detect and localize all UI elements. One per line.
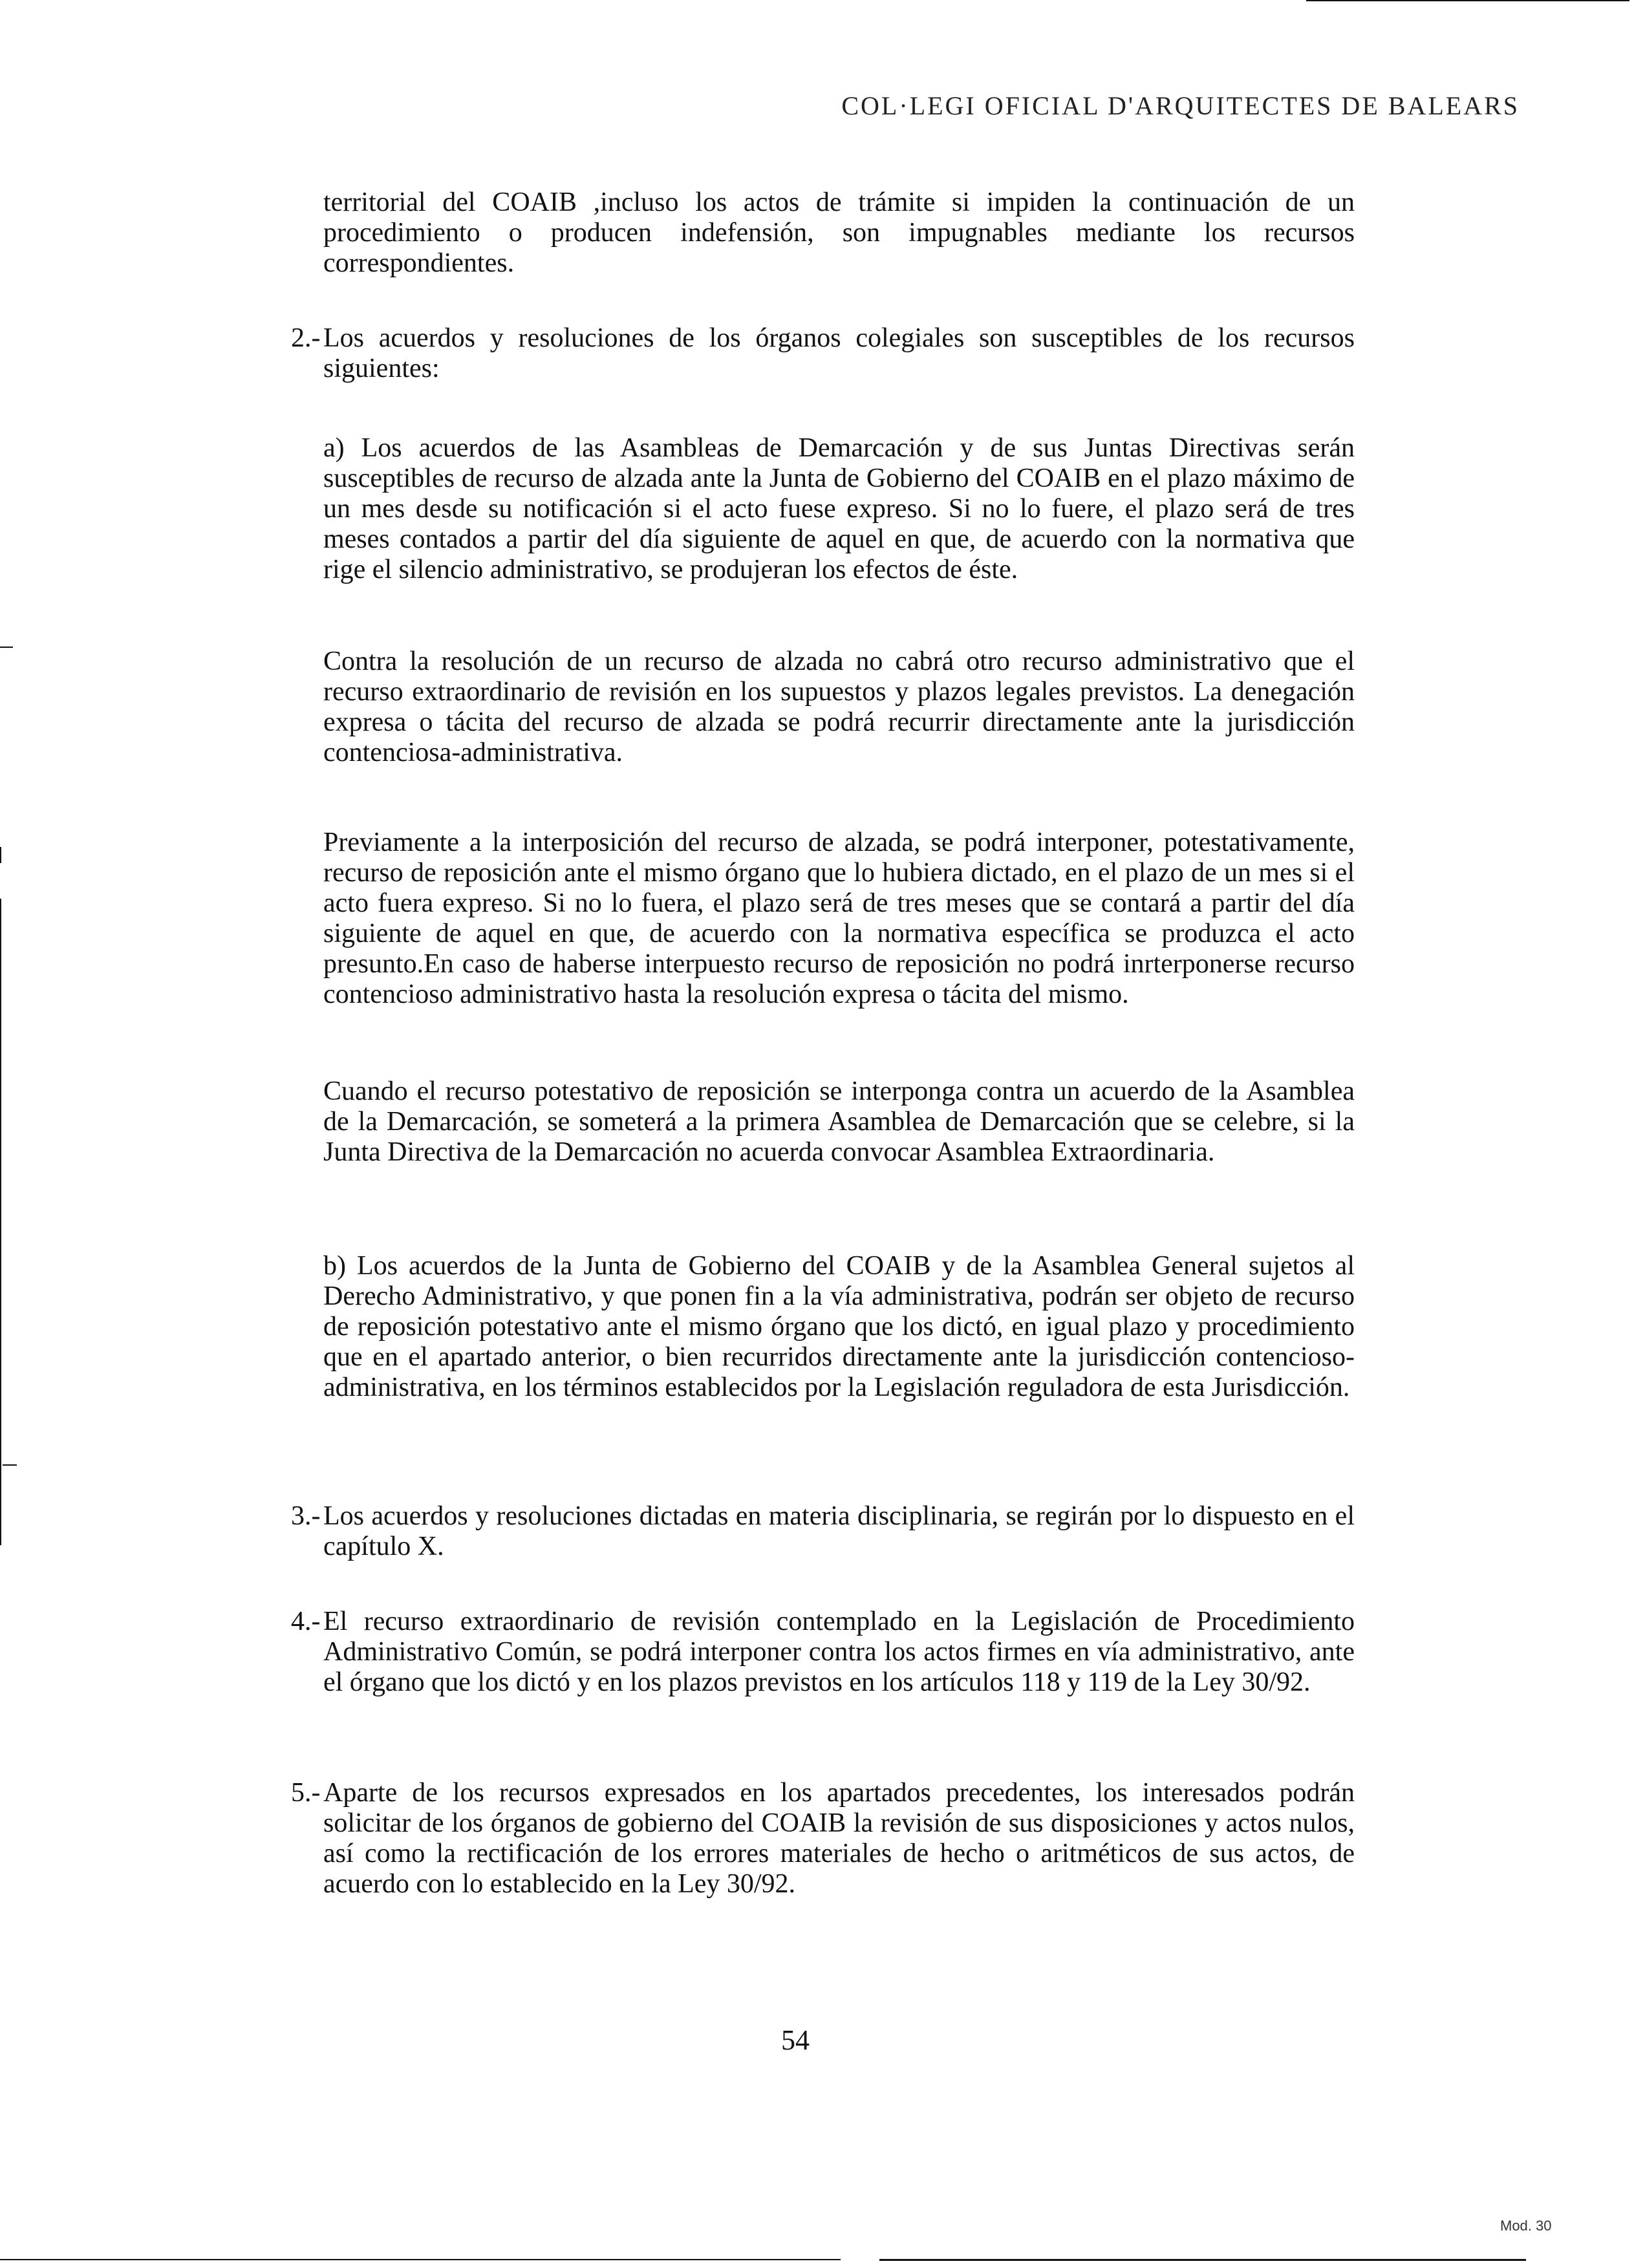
scan-mark-bottom-2: [879, 2259, 1526, 2261]
item-text: Los acuerdos y resoluciones de los órganos colegiales son susceptibles de los recursos siguientes:: [323, 323, 1355, 383]
list-item-5: [291, 1778, 1355, 1899]
item-text: El recurso extraordinario de revisión contemplado en la Legislación de Procedimiento Administrativo Común, se podrá interponer contra los actos firmes en vía administrativo, ante el órgano que los dictó y en los plazos previstos en los artículos 118 y 119 de la Ley 30/92.: [323, 1607, 1355, 1697]
sub-paragraph-b: b) Los acuerdos de la Junta de Gobierno del COAIB y de la Asamblea General sujetos al Derecho Administrativo, y que ponen fin a la vía administrativa, podrán ser objeto de recurso de reposición potestativo ante el mismo órgano que los dictó, en igual plazo y procedimiento que en el apartado anterior, o bien recurridos directamente ante la jurisdicción contencioso-administrativa, en los términos establecidos por la Legislación reguladora de esta Jurisdicción.: [323, 1251, 1355, 1402]
item-text: Los acuerdos y resoluciones dictadas en materia disciplinaria, se regirán por lo dispuesto en el capítulo X.: [323, 1501, 1355, 1561]
page-number: 54: [781, 2024, 810, 2056]
sub-paragraph-reposicion: Previamente a la interposición del recurso de alzada, se podrá interponer, potestativamente, recurso de reposición ante el mismo órgano que lo hubiera dictado, en el plazo de un mes si el acto fuera expreso. Si no lo fuera, el plazo será de tres meses que se contará a partir del día siguiente de aquel en que, de acuerdo con la normativa específica se produzca el acto presunto.En caso de haberse interpuesto recurso de reposición no podrá inrterponerse recurso contencioso administrativo hasta la resolución expresa o tácita del mismo.: [323, 828, 1355, 1009]
scan-mark-top: [1306, 0, 1629, 1]
form-code: Mod. 30: [1500, 2218, 1552, 2234]
item-text: Aparte de los recursos expresados en los apartados precedentes, los interesados podrán solicitar de los órganos de gobierno del COAIB la revisión de sus disposiciones y actos nulos, así como la rectificación de los errores materiales de hecho o aritméticos de sus actos, de acuerdo con lo establecido en la Ley 30/92.: [323, 1778, 1355, 1899]
scan-mark-left-3: [0, 899, 1, 1545]
scan-mark-left-2: [0, 847, 1, 863]
scan-mark-bottom-1: [0, 2259, 841, 2260]
scan-mark-left-4: [3, 1464, 17, 1466]
sub-paragraph-asamblea: Cuando el recurso potestativo de reposición se interponga contra un acuerdo de la Asamblea de la Demarcación, se someterá a la primera Asamblea de Demarcación que se celebre, si la Junta Directiva de la Demarcación no acuerda convocar Asamblea Extraordinaria.: [323, 1076, 1355, 1167]
item-number: 5.-: [291, 1778, 321, 1808]
item-number: 2.-: [291, 323, 321, 353]
list-item-2: [291, 323, 1355, 384]
organization-header: COL·LEGI OFICIAL D'ARQUITECTES DE BALEARS: [841, 91, 1520, 120]
scan-mark-left-1: [0, 647, 13, 648]
sub-paragraph-alzada: Contra la resolución de un recurso de alzada no cabrá otro recurso administrativo que el recurso extraordinario de revisión en los supuestos y plazos legales previstos. La denegación expresa o tácita del recurso de alzada se podrá recurrir directamente ante la jurisdicción contenciosa-administrativa.: [323, 647, 1355, 767]
list-item-4: [291, 1607, 1355, 1698]
item-number: 3.-: [291, 1501, 321, 1531]
list-item-3: [291, 1501, 1355, 1562]
item-number: 4.-: [291, 1607, 321, 1636]
intro-paragraph: territorial del COAIB ,incluso los actos de trámite si impiden la continuación de un procedimiento o producen indefensión, son impugnables mediante los recursos correspondientes.: [323, 187, 1355, 278]
sub-paragraph-a: a) Los acuerdos de las Asambleas de Demarcación y de sus Juntas Directivas serán susceptibles de recurso de alzada ante la Junta de Gobierno del COAIB en el plazo máximo de un mes desde su notificación si el acto fuese expreso. Si no lo fuere, el plazo será de tres meses contados a partir del día siguiente de aquel en que, de acuerdo con la normativa que rige el silencio administrativo, se produjeran los efectos de éste.: [323, 433, 1355, 584]
